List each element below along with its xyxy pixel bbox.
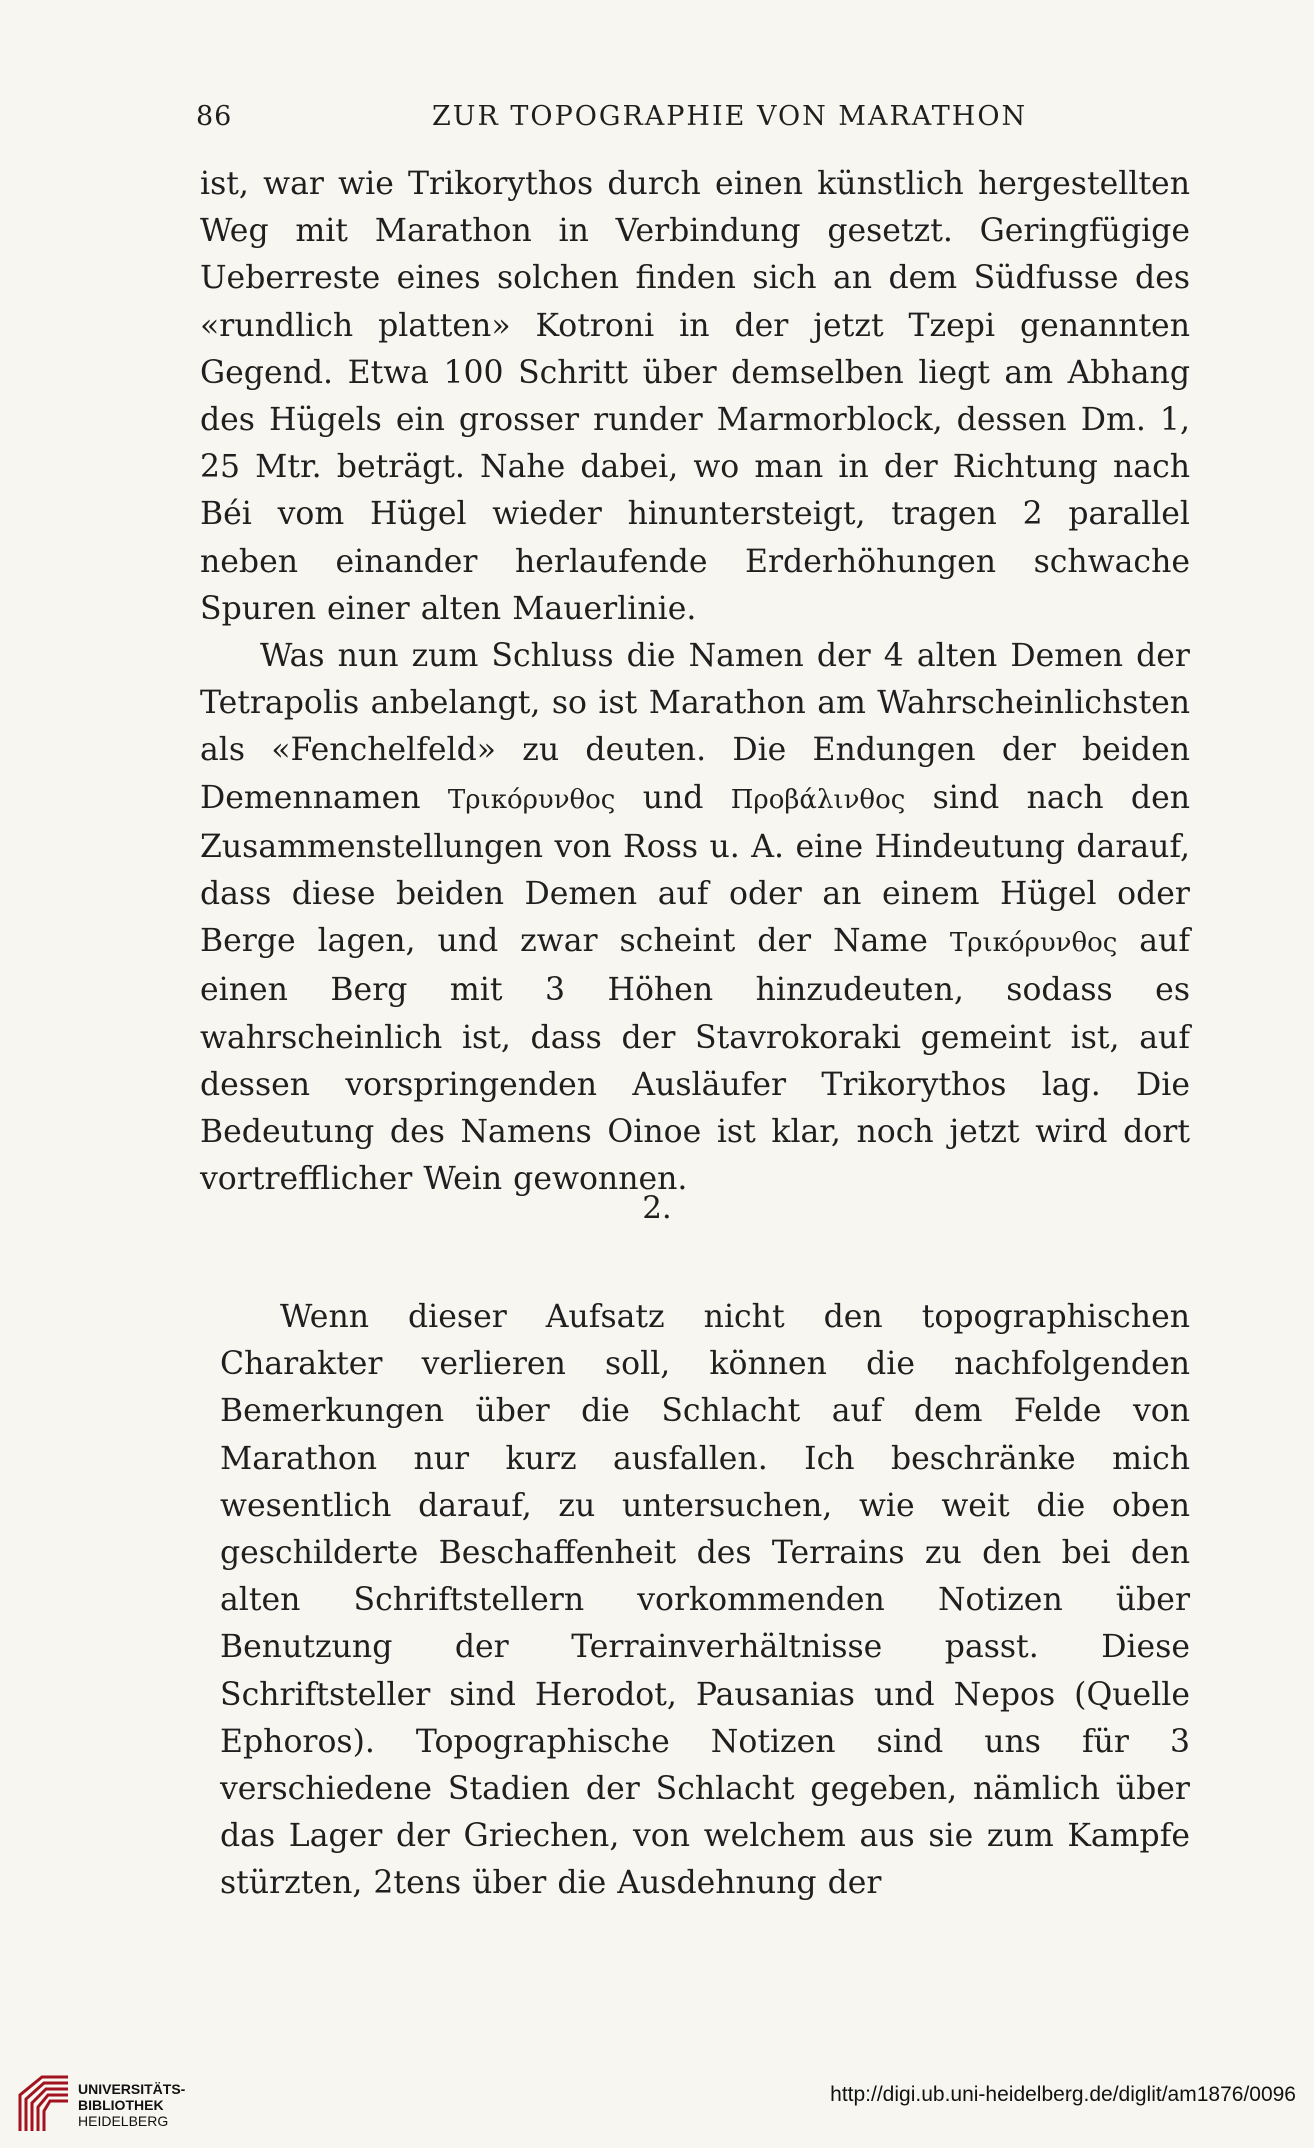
paragraph-3: Wenn dieser Aufsatz nicht den topographischen Charakter verlieren soll, können die nachfolgenden Bemerkungen über die Schlacht auf dem Felde von Marathon nur kurz ausfallen. Ich beschränke mich wesentlich darauf, zu untersuchen, wie weit die oben geschilderte Beschaffenheit des Terrains zu den bei den alten Schriftstellern vorkommenden Notizen über Benutzung der Terrainverhältnisse passt. Diese Schriftsteller sind Herodot, Pausanias und Nepos (Quelle Ephoros). Topographische Notizen sind uns für 3 verschiedene Stadien der Schlacht gegeben, nämlich über das Lager der Griechen, von welchem aus sie zum Kampfe stürzten, 2tens über die Ausdehnung der (220, 1299, 1190, 1902)
section-number: 2. (642, 1190, 672, 1226)
main-text-lower (220, 1294, 1190, 1908)
greek-deme-name-trikorynthos-2: Τρικόρυνθος (949, 928, 1118, 959)
paragraph-2 (200, 633, 1190, 1203)
source-url-link[interactable]: http://digi.ub.uni-heidelberg.de/diglit/am1876/0096 (830, 2083, 1296, 2106)
footer (0, 2065, 1314, 2148)
paragraph-2-text-3: sind nach den Zusammenstellungen von Ross u. A. eine Hindeutung darauf, dass diese beiden Demen auf oder an einem Hügel oder Berge lagen, und zwar scheint der Name (200, 779, 1191, 960)
running-title: ZUR TOPOGRAPHIE VON MARATHON (432, 101, 1028, 132)
library-name-line-2: BIBLIOTHEK (78, 2097, 164, 2113)
running-head (196, 101, 1196, 141)
paragraph-2-text-1: Was nun zum Schluss die Namen der 4 alten Demen der Tetrapolis anbelangt, so ist Marathon am Wahrscheinlichsten als «Fenchelfeld» zu deuten. Die Endungen der beiden Demennamen (200, 638, 1190, 816)
main-text-upper (200, 161, 1190, 1203)
greek-deme-name-trikorynthos: Τρικόρυνθος (447, 784, 616, 815)
paragraph-2-text-2: und (642, 779, 704, 816)
paragraph-1: ist, war wie Trikorythos durch einen künstlich hergestellten Weg mit Marathon in Verbindung gesetzt. Geringfügige Ueberreste eines solchen finden sich an dem Südfusse des «rundlich platten» Kotroni in der jetzt Tzepi genannten Gegend. Etwa 100 Schritt über demselben liegt am Abhang des Hügels ein grosser runder Marmorblock, dessen Dm. 1, 25 Mtr. beträgt. Nahe dabei, wo man in der Richtung nach Béi vom Hügel wieder hinuntersteigt, tragen 2 parallel neben einander herlaufende Erderhöhungen schwache Spuren einer alten Mauerlinie. (200, 166, 1190, 627)
library-name-line-3: HEIDELBERG (78, 2113, 169, 2129)
library-logo-icon (16, 2073, 72, 2135)
library-name (78, 2081, 185, 2129)
page-number: 86 (196, 101, 233, 132)
greek-deme-name-probalinthos: Προβάλινθος (730, 784, 906, 815)
paragraph-2-text-4: auf einen Berg mit 3 Höhen hinzudeuten, sodass es wahrscheinlich ist, dass der Stavrokoraki gemeint ist, auf dessen vorspringenden Ausläufer Trikorythos lag. Die Bedeutung des Namens Oinoe ist klar, noch jetzt wird dort vortrefflicher Wein gewonnen. (200, 923, 1191, 1198)
library-name-line-1: UNIVERSITÄTS- (78, 2081, 186, 2097)
